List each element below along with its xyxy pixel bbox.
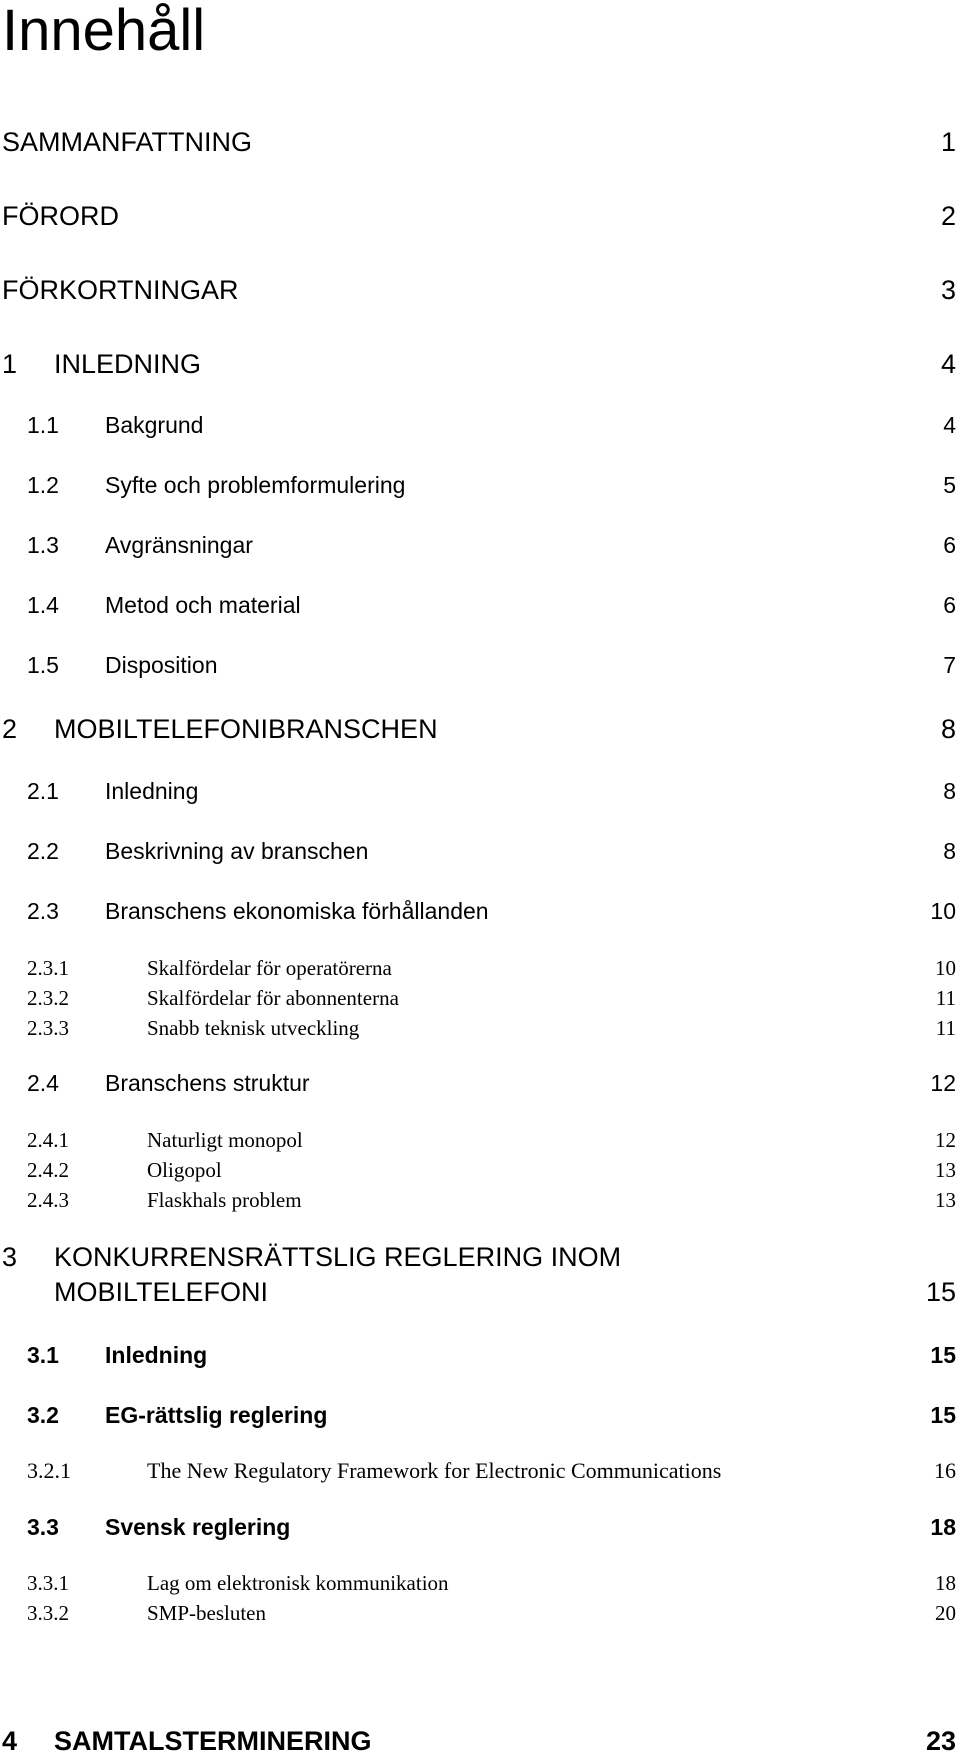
toc-section[interactable]: [0, 1401, 960, 1433]
toc-page: 12: [930, 1070, 956, 1096]
toc-section[interactable]: [0, 1069, 960, 1101]
toc-number: 1.3: [27, 532, 59, 558]
toc-page: 3: [940, 275, 956, 305]
toc-section[interactable]: [0, 651, 960, 683]
toc-number: 2: [2, 714, 18, 744]
toc-label-line1: KONKURRENSRÄTTSLIG REGLERING INOM: [54, 1242, 622, 1272]
toc-page: 8: [940, 714, 956, 744]
toc-number: 1: [2, 349, 18, 379]
toc-label: SAMMANFATTNING: [2, 127, 253, 157]
toc-page: 16: [934, 1458, 956, 1483]
toc-page: 6: [943, 592, 956, 618]
toc-section[interactable]: [0, 531, 960, 563]
toc-chapter-1[interactable]: [0, 348, 960, 380]
toc-page: 12: [935, 1128, 956, 1152]
toc-page: 13: [935, 1188, 956, 1212]
toc-label: SMP-besluten: [147, 1601, 267, 1625]
toc-chapter-3[interactable]: [0, 1241, 960, 1273]
toc-label: MOBILTELEFONIBRANSCHEN: [54, 714, 438, 744]
toc-label: Lag om elektronisk kommunikation: [147, 1571, 449, 1595]
toc-label: FÖRORD: [2, 201, 119, 231]
toc-page: 18: [930, 1514, 956, 1540]
toc-chapter-2[interactable]: [0, 713, 960, 745]
toc-number: 2.4.1: [27, 1128, 69, 1152]
page-title: Innehåll: [2, 0, 206, 63]
toc-label: Inledning: [105, 778, 199, 804]
toc-number: 3: [2, 1242, 18, 1272]
toc-subsection[interactable]: [0, 985, 960, 1017]
toc-number: 2.3.1: [27, 956, 69, 980]
toc-number: 3.2.1: [27, 1458, 71, 1483]
toc-page: 15: [930, 1342, 956, 1368]
toc-entry-forkortningar[interactable]: [0, 274, 960, 306]
toc-label: Bakgrund: [105, 412, 204, 438]
toc-label: Syfte och problemformulering: [105, 472, 406, 498]
toc-page: 23: [925, 1726, 956, 1756]
toc-section[interactable]: [0, 471, 960, 503]
toc-number: 2.4: [27, 1070, 59, 1096]
toc-label: Oligopol: [147, 1158, 222, 1182]
toc-label: Snabb teknisk utveckling: [147, 1016, 360, 1040]
toc-label: Svensk reglering: [105, 1514, 291, 1540]
toc-section[interactable]: [0, 837, 960, 869]
toc-page: 4: [940, 349, 956, 379]
toc-number: 2.3: [27, 898, 59, 924]
toc-number: 1.1: [27, 412, 59, 438]
toc-page: 2: [940, 201, 956, 231]
toc-page: 20: [935, 1601, 956, 1625]
toc-subsection[interactable]: [0, 1187, 960, 1219]
toc-label: Skalfördelar för operatörerna: [147, 956, 392, 980]
toc-number: 1.2: [27, 472, 59, 498]
toc-subsection[interactable]: [0, 1157, 960, 1189]
toc-label: EG-rättslig reglering: [105, 1402, 328, 1428]
toc-label: Naturligt monopol: [147, 1128, 303, 1152]
toc-section[interactable]: [0, 411, 960, 443]
toc-page: 11: [935, 1016, 956, 1040]
toc-number: 2.1: [27, 778, 59, 804]
toc-subsection[interactable]: [0, 1600, 960, 1632]
toc-page: 4: [943, 412, 956, 438]
toc-subsection[interactable]: [0, 1458, 960, 1490]
toc-subsection[interactable]: [0, 955, 960, 987]
toc-entry-sammanfattning[interactable]: [0, 126, 960, 158]
toc-label: SAMTALSTERMINERING: [54, 1726, 372, 1756]
toc-subsection[interactable]: [0, 1015, 960, 1047]
toc-number: 3.1: [27, 1342, 59, 1368]
toc-entry-forord[interactable]: [0, 200, 960, 232]
toc-number: 4: [2, 1726, 18, 1756]
toc-page: 7: [943, 652, 956, 678]
toc-label: Flaskhals problem: [147, 1188, 302, 1212]
toc-label: INLEDNING: [54, 349, 202, 379]
toc-number: 1.4: [27, 592, 59, 618]
toc-number: 3.3: [27, 1514, 59, 1540]
toc-number: 3.3.2: [27, 1601, 69, 1625]
toc-page: 13: [935, 1158, 956, 1182]
toc-page: 5: [943, 472, 956, 498]
toc-page: 8: [943, 778, 956, 804]
toc-number: 2.3.3: [27, 1016, 69, 1040]
toc-number: 2.4.2: [27, 1158, 69, 1182]
toc-number: 3.3.1: [27, 1571, 69, 1595]
toc-page: 11: [935, 986, 956, 1010]
toc-label: The New Regulatory Framework for Electronic Communications: [147, 1458, 722, 1483]
toc-subsection[interactable]: [0, 1127, 960, 1159]
toc-label: Metod och material: [105, 592, 301, 618]
toc-page: 15: [930, 1402, 956, 1428]
toc-page: 6: [943, 532, 956, 558]
toc-subsection[interactable]: [0, 1570, 960, 1602]
toc-page: 10: [930, 898, 956, 924]
toc-section[interactable]: [0, 591, 960, 623]
toc-number: 2.4.3: [27, 1188, 69, 1212]
toc-label: Inledning: [105, 1342, 208, 1368]
toc-number: 2.2: [27, 838, 59, 864]
toc-page: 1: [940, 127, 956, 157]
toc-label: FÖRKORTNINGAR: [2, 275, 239, 305]
toc-page: 15: [925, 1277, 956, 1307]
toc-label: Branschens ekonomiska förhållanden: [105, 898, 489, 924]
toc-page: 18: [935, 1571, 956, 1595]
toc-label: Skalfördelar för abonnenterna: [147, 986, 399, 1010]
toc-section[interactable]: [0, 1341, 960, 1373]
toc-label: Disposition: [105, 652, 218, 678]
toc-label: Branschens struktur: [105, 1070, 310, 1096]
toc-label: Beskrivning av branschen: [105, 838, 369, 864]
toc-chapter-3-continued[interactable]: [0, 1276, 960, 1308]
toc-number: 3.2: [27, 1402, 59, 1428]
toc-label: Avgränsningar: [105, 532, 253, 558]
toc-page: 10: [935, 956, 956, 980]
toc-page: 8: [943, 838, 956, 864]
toc-label-line2: MOBILTELEFONI: [54, 1277, 269, 1307]
toc-chapter-4[interactable]: [0, 1725, 960, 1757]
toc-section[interactable]: [0, 1513, 960, 1545]
toc-section[interactable]: [0, 777, 960, 809]
toc-number: 2.3.2: [27, 986, 69, 1010]
toc-number: 1.5: [27, 652, 59, 678]
toc-section[interactable]: [0, 897, 960, 929]
